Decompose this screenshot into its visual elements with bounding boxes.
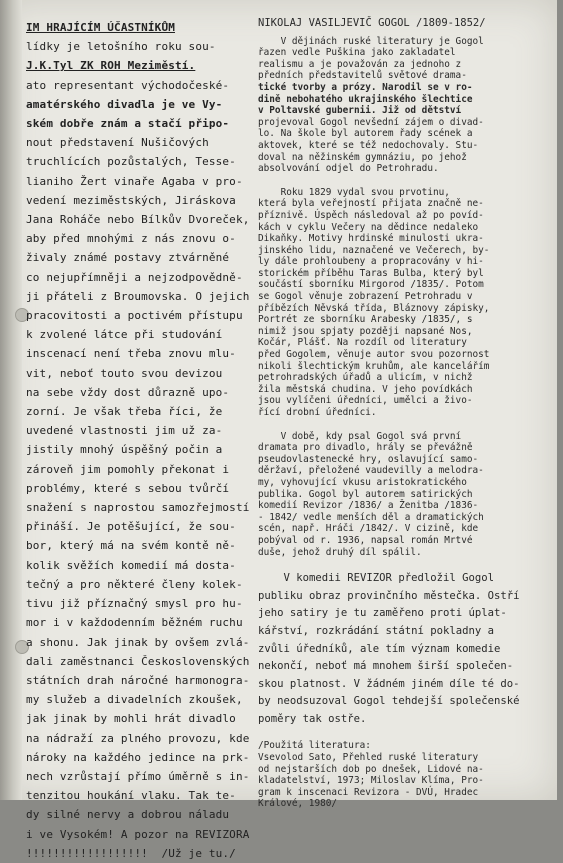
text-line: Portrét ze sborníku Arabesky /1835/, s bbox=[258, 314, 473, 326]
text-line: publiku obraz provinčního městečka. Ostří bbox=[258, 589, 520, 602]
text-line: Kočár, Plášť. Na rozdíl od literatury bbox=[258, 337, 467, 349]
text-line: zároveň jim pomohly překonat i bbox=[26, 462, 230, 476]
text-line: publika. Gogol byl autorem satirických bbox=[258, 488, 473, 500]
text-line: ato representant východočeské- bbox=[26, 78, 230, 92]
text-line: duše, jehož druhý díl spálil. bbox=[258, 546, 422, 558]
text-line: pseudovlastenecké hry, oslavující samo- bbox=[258, 453, 479, 465]
page-fold-shadow bbox=[0, 0, 22, 800]
text-line: Králové, 1980/ bbox=[258, 798, 338, 810]
text-line: jinského lidu, naznačené ve Večerech, by- bbox=[258, 244, 490, 256]
text-line: inscenací není třeba znovu mlu- bbox=[26, 347, 236, 361]
text-line: nekončí, neboť má mnohem širší společen- bbox=[258, 660, 514, 673]
text-line: tivu již příznačný smysl pro hu- bbox=[26, 597, 243, 611]
text-line: nout představení Nušičových bbox=[26, 136, 209, 150]
text-line: by neodsuzoval Gogol tehdejší společenské bbox=[258, 695, 520, 708]
right-column-text bbox=[258, 18, 556, 822]
text-line: kolik svěžích komedií má dosta- bbox=[26, 558, 236, 572]
text-line: Roku 1829 vydal svou prvotinu, bbox=[258, 186, 450, 198]
text-line: V komedii REVIZOR předložil Gogol bbox=[258, 572, 494, 585]
text-line: Dikaňky. Motivy hrdinské minulosti ukra- bbox=[258, 233, 484, 245]
text-line: dy silné nervy a dobrou náladu bbox=[26, 808, 230, 822]
text-line: jsou vylíčeni úředníci, umělci a živo- bbox=[258, 395, 473, 407]
text-line: živaly známé postavy ztvárněné bbox=[26, 251, 230, 265]
text-line: realismu a je považován za jednoho z bbox=[258, 58, 462, 70]
text-line: se Gogol věnuje zobrazení Petrohradu v bbox=[258, 291, 473, 303]
left-column-text bbox=[26, 18, 248, 863]
text-line: lianiho Žert vinaře Agaba v pro- bbox=[26, 174, 243, 188]
text-line: poměry tak ostře. bbox=[258, 712, 367, 725]
text-line: na sebe vždy dost důrazně upo- bbox=[26, 385, 230, 399]
article-title: NIKOLAJ VASILJEVIČ GOGOL /1809-1852/ bbox=[258, 17, 486, 29]
text-line: scén, např. Hráči /1842/. V cizině, kde bbox=[258, 523, 479, 535]
text-line: skou platnost. V žádném jiném díle té do- bbox=[258, 677, 520, 690]
text-line: dali zaměstnanci Československých bbox=[26, 654, 250, 668]
text-line: IM HRAJÍCÍM ÚČASTNÍKŮM bbox=[26, 21, 175, 34]
text-line: doval na něžinském gymnáziu, po jehož bbox=[258, 151, 467, 163]
text-line: bor, který má na svém kontě ně- bbox=[26, 539, 236, 553]
text-line: storickém příběhu Taras Bulba, který byl bbox=[258, 267, 484, 279]
paragraph-intro bbox=[258, 36, 556, 175]
text-line: zorní. Je však třeba říci, že bbox=[26, 405, 223, 419]
text-line: jeho satiry je tu zaměřeno proti úplat- bbox=[258, 607, 507, 620]
text-line: jak jinak by mohli hrát divadlo bbox=[26, 712, 236, 726]
text-line: nároky na každého jedince na prk- bbox=[26, 750, 250, 764]
text-line: děržaví, přeložené vaudevilly a melodra- bbox=[258, 465, 484, 477]
text-line: !!!!!!!!!!!!!!!!!! /Už je tu./ bbox=[26, 846, 236, 860]
text-line: V dějinách ruské literatury je Gogol bbox=[258, 35, 484, 47]
paragraph-works bbox=[258, 187, 556, 419]
text-line: součástí sborníku Mirgorod /1835/. Potom bbox=[258, 279, 484, 291]
text-line: zvůli úředníků, ale tím význam komedie bbox=[258, 642, 501, 655]
text-line: co nejupřímněji a nejzodpovědně- bbox=[26, 270, 243, 284]
text-line: nimiž jsou spjaty později napsané Nos, bbox=[258, 325, 473, 337]
text-line: uvedené vlastnosti jim už za- bbox=[26, 424, 223, 438]
text-line: Vsevolod Sato, Přehled ruské literatury bbox=[258, 752, 479, 764]
text-line: gram k inscenaci Revizora - DVÚ, Hradec bbox=[258, 786, 479, 798]
text-line: petrohradských úřadů a ulicím, v nichž bbox=[258, 372, 473, 384]
paragraph-revizor bbox=[258, 570, 556, 728]
text-line: v Poltavské gubernii. Již od dětství bbox=[258, 105, 462, 117]
text-line: projevoval Gogol nevšední zájem o divad- bbox=[258, 116, 484, 128]
text-line: ji přáteli z Broumovska. O jejich bbox=[26, 289, 250, 303]
text-line: komedií Revizor /1836/ a Ženitba /1836- bbox=[258, 500, 479, 512]
text-line: - 1842/ vedle menších děl a dramatických bbox=[258, 511, 484, 523]
text-line: příznivě. Úspěch následoval až po povíd- bbox=[258, 209, 484, 221]
text-line: před Gogolem, věnuje autor svou pozornost bbox=[258, 349, 490, 361]
text-line: nikoli šlechtickým kruhům, ale kancelářím bbox=[258, 360, 490, 372]
text-line: státních drah náročné harmonogra- bbox=[26, 673, 250, 687]
text-line: kářství, rozkrádání státní pokladny a bbox=[258, 624, 494, 637]
text-line: kách v cyklu Večery na dědince nedaleko bbox=[258, 221, 479, 233]
text-line: lídky je letošního roku sou- bbox=[26, 40, 216, 54]
text-line: snažení s naprostou samozřejmostí bbox=[26, 501, 250, 515]
text-line: pobýval od r. 1936, napsal román Mrtvé bbox=[258, 534, 473, 546]
text-line: absolvování odjel do Petrohradu. bbox=[258, 163, 439, 175]
text-line: problémy, které s sebou tvůrčí bbox=[26, 481, 230, 495]
text-line: mor i v každodenním běžném ruchu bbox=[26, 616, 243, 630]
text-line: aktovek, které se též nedochovaly. Stu- bbox=[258, 139, 479, 151]
text-line: která byla veřejností přijata značně ne- bbox=[258, 198, 484, 210]
text-line: i ve Vysokém! A pozor na REVIZORA bbox=[26, 827, 250, 841]
text-line: kladatelství, 1973; Miloslav Klíma, Pro- bbox=[258, 775, 484, 787]
text-line: Jana Roháče nebo Bílkův Dvoreček, bbox=[26, 213, 250, 227]
text-line: řící drobní úředníci. bbox=[258, 407, 377, 418]
text-line: předních představitelů světové drama- bbox=[258, 70, 467, 82]
text-line: my, vyhovující vkusu aristokratického bbox=[258, 476, 467, 488]
text-line: jistily mnohý úspěšný počin a bbox=[26, 443, 223, 457]
text-line: vedení meziměstských, Jiráskova bbox=[26, 193, 236, 207]
text-line: tenzitou houkání vlaku. Tak te- bbox=[26, 789, 236, 803]
text-line: dině nebohatého ukrajinského šlechtice bbox=[258, 93, 473, 105]
text-line: amatérského divadla je ve Vy- bbox=[26, 97, 223, 111]
text-line: my služeb a divadelních zkoušek, bbox=[26, 693, 243, 707]
text-line: řazen vedle Puškina jako zakladatel bbox=[258, 47, 456, 59]
text-line: k zvolené látce při studování bbox=[26, 328, 223, 342]
text-line: tické tvorby a prózy. Narodil se v ro- bbox=[258, 81, 473, 93]
text-line: nech vzrůstají přímo úměrně s in- bbox=[26, 769, 250, 783]
text-line: ském dobře znám a stačí připo- bbox=[26, 117, 230, 131]
text-line: dramata pro divadlo, hrály se převážně bbox=[258, 442, 473, 454]
text-line: aby před mnohými z nás znovu o- bbox=[26, 232, 236, 246]
text-line: na nádraží za plného provozu, kde bbox=[26, 731, 250, 745]
text-line: J.K.Tyl ZK ROH Meziměstí. bbox=[26, 59, 196, 73]
text-line: přináší. Je potěšující, že sou- bbox=[26, 520, 236, 534]
text-line: V době, kdy psal Gogol svá první bbox=[258, 430, 462, 442]
text-line: lo. Na škole byl autorem řady scének a bbox=[258, 128, 473, 140]
paragraph-drama bbox=[258, 431, 556, 559]
text-line: a shonu. Jak jinak by ovšem zvlá- bbox=[26, 635, 250, 649]
text-line: truchlících pozůstalých, Tesse- bbox=[26, 155, 236, 169]
text-line: od nejstarších dob po dnešek, Lidové na- bbox=[258, 763, 484, 775]
text-line: ly dále prohloubeny a propracovány v hi- bbox=[258, 256, 484, 268]
text-line: vit, neboť touto svou devizou bbox=[26, 366, 223, 380]
text-line: pracovitosti a poctivém přístupu bbox=[26, 309, 243, 323]
text-line: příbězích Něvská třída, Bláznovy zápisky, bbox=[258, 302, 490, 314]
text-line: /Použitá literatura: bbox=[258, 740, 371, 752]
text-line: tečný a pro některé členy kolek- bbox=[26, 577, 243, 591]
text-line: žila městská chudina. V jeho povídkách bbox=[258, 383, 473, 395]
